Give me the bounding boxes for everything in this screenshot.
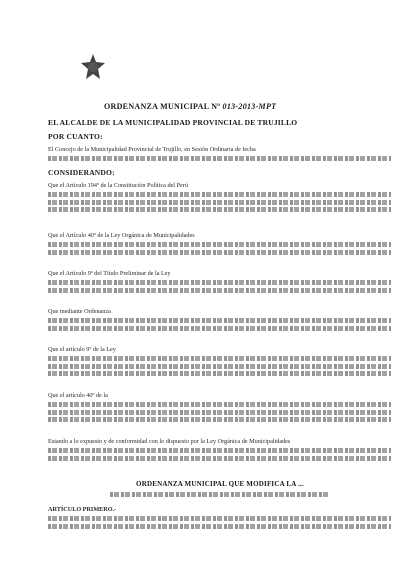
illegible-line bbox=[48, 516, 391, 521]
illegible-line bbox=[48, 448, 391, 453]
paragraph-lead: Que el artículo 40º de la bbox=[48, 392, 108, 399]
ordinance-final-subtitle bbox=[70, 490, 370, 499]
paragraph-intro bbox=[48, 146, 391, 164]
paragraph-1 bbox=[48, 182, 391, 215]
illegible-line bbox=[48, 524, 391, 529]
article-one-lead: ARTÍCULO PRIMERO.- bbox=[48, 506, 117, 513]
paragraph-lead: Que mediante Ordenanza bbox=[48, 308, 111, 315]
illegible-line bbox=[48, 417, 391, 422]
paragraph-5 bbox=[48, 346, 391, 379]
mayor-heading: EL ALCALDE DE LA MUNICIPALIDAD PROVINCIAL DE TRUJILLO bbox=[48, 118, 298, 127]
municipal-seal-icon bbox=[78, 52, 108, 82]
illegible-line bbox=[48, 318, 391, 323]
paragraph-lead: Estando a lo expuesto y de conformidad con lo dispuesto por la Ley Orgánica de Municipalidades bbox=[48, 438, 291, 445]
paragraph-lead: Que el Artículo 9º del Título Preliminar de la Ley bbox=[48, 270, 171, 277]
illegible-line bbox=[48, 288, 391, 293]
illegible-line bbox=[48, 456, 391, 461]
paragraph-lead: Que el Artículo 194º de la Constitución Política del Perú bbox=[48, 182, 188, 189]
ordinance-title bbox=[104, 102, 344, 111]
paragraph-6 bbox=[48, 392, 391, 425]
illegible-line bbox=[48, 402, 391, 407]
paragraph-4 bbox=[48, 308, 391, 333]
paragraph-2 bbox=[48, 232, 391, 257]
ordinance-final-title: ORDENANZA MUNICIPAL QUE MODIFICA LA ... bbox=[136, 480, 304, 488]
paragraph-lead: Que el Artículo 40º de la Ley Orgánica de Municipalidades bbox=[48, 232, 195, 239]
illegible-line bbox=[48, 280, 391, 285]
illegible-line bbox=[48, 356, 391, 361]
ordinance-title-prefix: ORDENANZA MUNICIPAL Nº bbox=[104, 102, 221, 111]
illegible-line bbox=[110, 492, 330, 497]
illegible-line bbox=[48, 156, 391, 161]
illegible-line bbox=[48, 207, 391, 212]
illegible-line bbox=[48, 250, 391, 255]
illegible-line bbox=[48, 364, 391, 369]
por-cuanto-heading: POR CUANTO: bbox=[48, 132, 103, 141]
paragraph-lead: El Concejo de la Municipalidad Provincial de Trujillo, en Sesión Ordinaria de fecha bbox=[48, 146, 256, 153]
illegible-line bbox=[48, 242, 391, 247]
considerando-heading: CONSIDERANDO: bbox=[48, 168, 115, 177]
paragraph-7 bbox=[48, 438, 391, 463]
illegible-line bbox=[48, 192, 391, 197]
illegible-line bbox=[48, 410, 391, 415]
illegible-line bbox=[48, 371, 391, 376]
ordinance-number: 013-2013-MPT bbox=[222, 102, 277, 111]
paragraph-3 bbox=[48, 270, 391, 295]
illegible-line bbox=[48, 326, 391, 331]
paragraph-lead: Que el artículo 9º de la Ley bbox=[48, 346, 116, 353]
article-one bbox=[48, 506, 391, 531]
illegible-line bbox=[48, 200, 391, 205]
